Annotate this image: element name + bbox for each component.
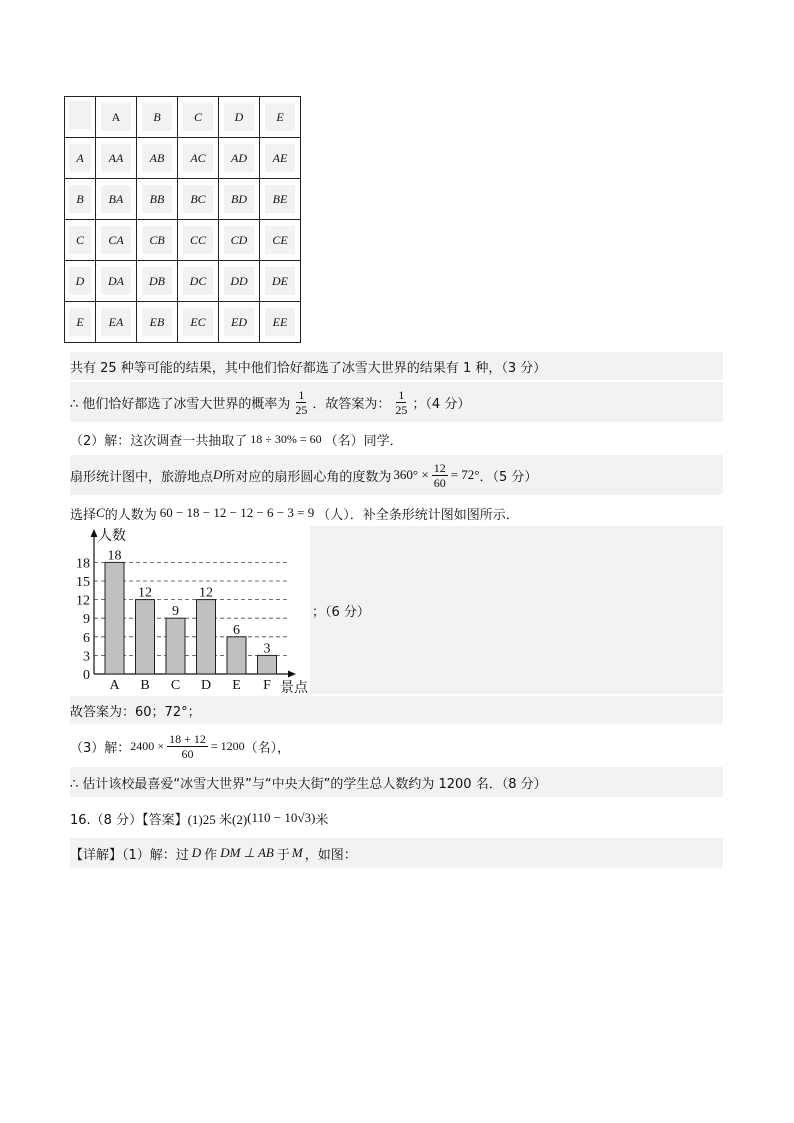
score-6: ；（6 分）	[312, 605, 370, 620]
bar	[197, 600, 216, 674]
table-cell-text: CA	[101, 226, 131, 254]
q16-unit: 米	[315, 812, 329, 828]
table-cell-text: DD	[224, 267, 254, 295]
probability-line	[70, 382, 723, 422]
table-cell-text: AB	[142, 144, 172, 172]
table-cell-text: BC	[183, 185, 213, 213]
conclusion-text: ∴ 估计该校最喜爱“冰雪大世界”与“中央大街”的学生总人数约为 1200 名．（8 分）	[70, 776, 547, 792]
table-cell	[96, 97, 137, 138]
q16-answer-line	[70, 804, 723, 832]
table-cell	[65, 302, 96, 343]
survey-total-prefix: （2）解：这次调查一共抽取了	[70, 433, 248, 449]
detail-yu: 于	[276, 847, 290, 863]
table-cell	[137, 179, 178, 220]
variable-d: D	[213, 467, 223, 482]
fraction-denominator: 60	[181, 746, 194, 761]
data-label: 12	[199, 585, 213, 601]
table-cell	[260, 220, 301, 261]
table-cell-text: AE	[265, 144, 295, 172]
detail-middle: 作	[204, 847, 218, 863]
x-axis-arrow	[288, 671, 296, 678]
table-cell-text: CD	[224, 226, 254, 254]
angle-fraction	[432, 461, 448, 490]
table-cell	[137, 220, 178, 261]
table-cell	[260, 179, 301, 220]
table-cell	[96, 138, 137, 179]
table-cell-text: BA	[101, 185, 131, 213]
table-cell-text: C	[69, 226, 91, 254]
table-cell-text	[69, 101, 91, 129]
table-cell	[178, 261, 219, 302]
table-cell	[96, 179, 137, 220]
table-cell	[260, 302, 301, 343]
table-cell-text: C	[183, 103, 213, 131]
table-cell	[137, 302, 178, 343]
probability-fraction	[293, 388, 309, 417]
table-cell	[137, 138, 178, 179]
fraction-denominator: 25	[295, 402, 308, 417]
angle-expression-b: = 72°	[450, 467, 480, 482]
table-cell	[219, 138, 260, 179]
data-label: 9	[172, 604, 179, 620]
y-axis-label: 人数	[98, 528, 126, 544]
table-cell-text: CE	[265, 226, 295, 254]
table-cell-text: E	[265, 103, 295, 131]
probability-prefix: ∴ 他们恰好都选了冰雪大世界的概率为	[70, 396, 291, 412]
y-tick-label: 6	[83, 630, 90, 646]
fraction-numerator: 1	[298, 387, 305, 402]
fraction-denominator: 25	[395, 402, 408, 417]
table-cell-text: EC	[183, 308, 213, 336]
table-cell	[219, 261, 260, 302]
table-cell-text: CC	[183, 226, 213, 254]
angle-prefix: 扇形统计图中，旅游地点	[70, 469, 214, 485]
table-cell-text: AD	[224, 144, 254, 172]
table-cell	[65, 138, 96, 179]
table-cell-text: ED	[224, 308, 254, 336]
estimate-expression-b: = 1200	[210, 738, 245, 753]
result-count-text: 共有 25 种等可能的结果，其中他们恰好都选了冰雪大世界的结果有 1 种，（3 分）	[70, 360, 547, 376]
table-cell-text: E	[69, 308, 91, 336]
x-tick-label: F	[263, 678, 271, 693]
score-4: ；（4 分）	[412, 396, 471, 412]
table-cell	[219, 179, 260, 220]
table-cell-text: BE	[265, 185, 295, 213]
table-cell	[137, 261, 178, 302]
q16-answer-expression: (110 − 10√3)	[247, 810, 316, 825]
estimate-prefix: （3）解：	[70, 740, 131, 756]
survey-total-line	[70, 426, 723, 452]
count-c-line	[70, 500, 723, 526]
table-row	[65, 220, 301, 261]
angle-line	[70, 455, 723, 495]
table-cell	[65, 261, 96, 302]
table-row	[65, 138, 301, 179]
q16-detail-line	[70, 838, 723, 868]
table-cell-text: DB	[142, 267, 172, 295]
angle-expression-a: 360° ×	[393, 467, 429, 482]
bar	[136, 600, 155, 674]
table-cell-text: D	[69, 267, 91, 295]
data-label: 18	[107, 548, 122, 564]
fraction-numerator: 1	[398, 387, 405, 402]
y-tick-label: 15	[76, 575, 90, 590]
table-cell	[178, 97, 219, 138]
y-axis-arrow	[91, 529, 98, 537]
table-row	[65, 302, 301, 343]
x-tick-label: C	[170, 678, 181, 693]
count-c-prefix: 选择	[70, 507, 97, 523]
x-tick-label: B	[140, 678, 150, 693]
table-cell	[219, 97, 260, 138]
table-cell	[260, 261, 301, 302]
conclusion-line	[70, 767, 723, 797]
table-cell-text: EB	[142, 308, 172, 336]
count-c-middle: 的人数为	[104, 507, 157, 523]
angle-middle: 所对应的扇形圆心角的度数为	[222, 469, 392, 485]
variable-c: C	[96, 505, 105, 520]
table-cell	[65, 220, 96, 261]
table-cell	[178, 179, 219, 220]
q16-prefix: 16.（8 分）【答案】	[70, 812, 188, 828]
table-cell	[260, 97, 301, 138]
table-cell	[178, 220, 219, 261]
table-cell	[260, 138, 301, 179]
table-cell-text: EE	[265, 308, 295, 336]
estimate-suffix: （名），	[244, 740, 291, 756]
bar-chart	[70, 526, 310, 694]
fraction-numerator: 18 + 12	[169, 731, 206, 746]
table-row	[65, 179, 301, 220]
table-cell-text: BB	[142, 185, 172, 213]
table-cell-text: EA	[101, 308, 131, 336]
table-cell-text: BD	[224, 185, 254, 213]
table-cell	[96, 302, 137, 343]
perpendicular-expression: DM ⊥ AB	[220, 845, 274, 860]
fraction-numerator: 12	[433, 460, 446, 475]
score-5: ．（5 分）	[479, 469, 538, 485]
answer-text: 故答案为：60；72°；	[70, 704, 201, 720]
answer-label: ．故答案为：	[312, 396, 391, 412]
data-label: 6	[233, 622, 240, 638]
point-d: D	[191, 845, 202, 860]
x-tick-label: A	[109, 678, 120, 693]
x-tick-label: E	[232, 678, 241, 693]
table-cell-text: B	[142, 103, 172, 131]
estimate-expression-a: 2400 ×	[130, 738, 165, 753]
survey-total-suffix: （名）同学．	[324, 433, 403, 449]
y-tick-label: 3	[83, 649, 90, 665]
y-tick-label: 0	[83, 668, 90, 683]
table-cell	[96, 220, 137, 261]
table-cell-text: AC	[183, 144, 213, 172]
table-cell-text: B	[69, 185, 91, 213]
table-cell	[178, 138, 219, 179]
count-c-suffix: （人）．补全条形统计图如图所示．	[317, 507, 519, 523]
q16-answer-part1: (1)25 米(2)	[187, 811, 248, 827]
answer-fraction	[393, 388, 409, 417]
result-count-line	[70, 352, 723, 380]
table-cell	[65, 97, 96, 138]
y-tick-label: 12	[76, 593, 90, 609]
table-cell	[65, 179, 96, 220]
data-label: 12	[138, 585, 152, 601]
table-header-row	[65, 97, 301, 138]
table-cell-text: AA	[101, 144, 131, 172]
data-label: 3	[263, 641, 271, 657]
point-m: M	[291, 845, 303, 860]
table-cell-text: DA	[101, 267, 131, 295]
y-tick-label: 18	[76, 556, 90, 572]
answer-line	[70, 696, 723, 724]
y-tick-label: 9	[83, 612, 90, 628]
bar	[166, 618, 185, 674]
table-row	[65, 261, 301, 302]
x-tick-label: D	[200, 678, 212, 693]
table-cell	[137, 97, 178, 138]
table-cell	[219, 302, 260, 343]
bar	[227, 637, 246, 674]
estimate-fraction	[167, 732, 208, 761]
bar	[105, 562, 124, 674]
table-cell	[219, 220, 260, 261]
bar	[258, 655, 277, 674]
table-cell	[178, 302, 219, 343]
table-cell-text: A	[69, 144, 91, 172]
table-cell-text: DC	[183, 267, 213, 295]
survey-total-expression: 18 ÷ 30% = 60	[250, 431, 322, 446]
detail-suffix: ，如图：	[304, 847, 357, 863]
table-cell-text: CB	[142, 226, 172, 254]
table-cell-text: D	[224, 103, 254, 131]
fraction-denominator: 60	[433, 475, 446, 490]
detail-prefix: 【详解】（1）解：过	[70, 847, 189, 863]
outcome-table	[64, 96, 301, 343]
table-cell	[96, 261, 137, 302]
x-axis-label: 景点	[280, 680, 308, 694]
table-cell-text: A	[101, 103, 131, 131]
estimate-line	[70, 727, 723, 765]
count-c-expression: 60 − 18 − 12 − 12 − 6 − 3 = 9	[159, 505, 315, 520]
table-cell-text: DE	[265, 267, 295, 295]
